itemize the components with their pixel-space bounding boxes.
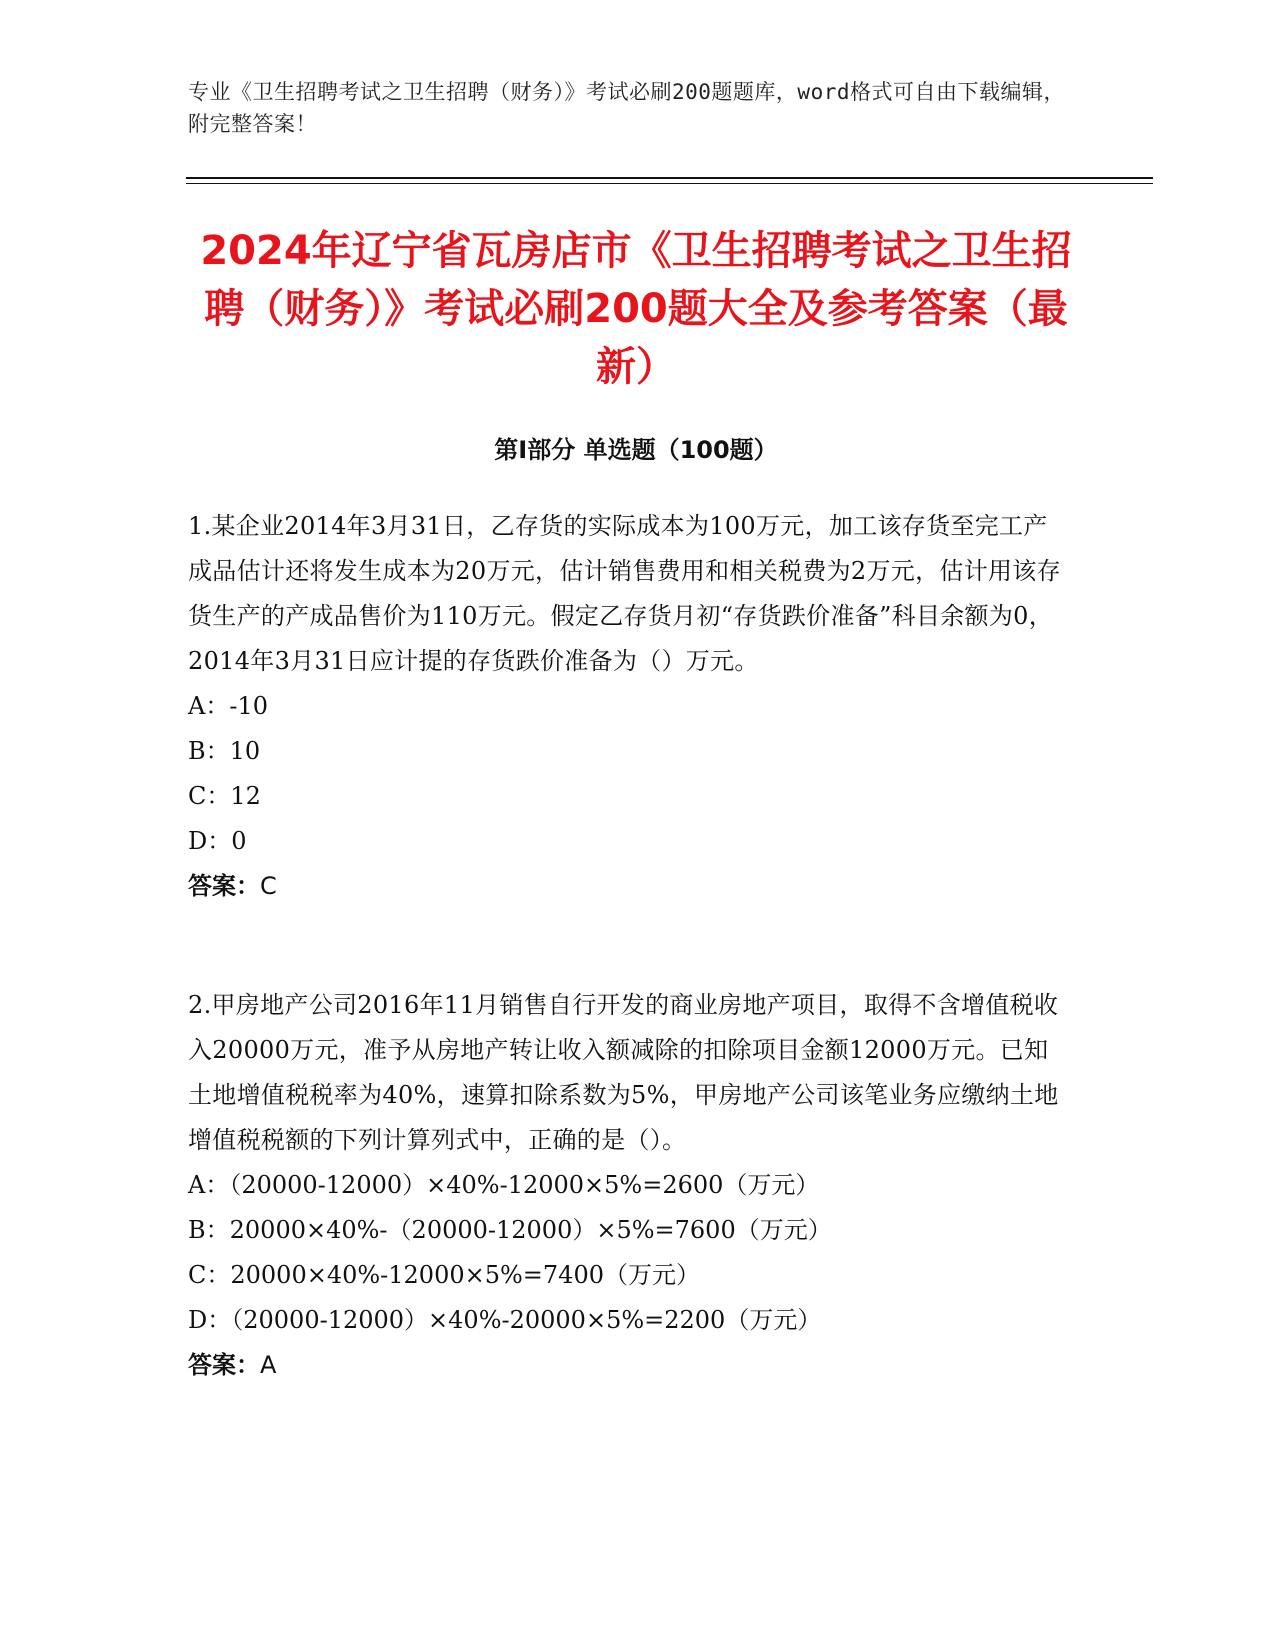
answer-line <box>188 864 1068 909</box>
header-note: 专业《卫生招聘考试之卫生招聘（财务）》考试必刷200题题库，word格式可自由下载编辑，附完整答案！ <box>188 80 1065 136</box>
option-a: A：-10 <box>188 692 268 720</box>
answer-line <box>188 1343 1068 1388</box>
document-title: 2024年辽宁省瓦房店市《卫生招聘考试之卫生招聘（财务）》考试必刷200题大全及参考答案（最新） <box>200 228 1072 390</box>
answer-label: 答案： <box>188 1351 260 1379</box>
answer-value: C <box>260 872 277 900</box>
option-c: C：20000×40%-12000×5%=7400（万元） <box>188 1261 700 1289</box>
answer-label: 答案： <box>188 872 260 900</box>
question-2 <box>188 983 1068 1388</box>
header-divider-thick <box>186 177 1153 179</box>
question-stem: 2.甲房地产公司2016年11月销售自行开发的商业房地产项目，取得不含增值税收入20000万元，准予从房地产转让收入额减除的扣除项目金额12000万元。已知土地增值税税率为40%，速算扣除系数为5%，甲房地产公司该笔业务应缴纳土地增值税税额的下列计算列式中，正确的是（）。 <box>188 991 1059 1154</box>
option-a: A：（20000-12000）×40%-12000×5%=2600（万元） <box>188 1171 820 1199</box>
option-c: C：12 <box>188 782 261 810</box>
section-heading: 第Ⅰ部分 单选题（100题） <box>494 436 778 464</box>
option-b: B：20000×40%-（20000-12000）×5%=7600（万元） <box>188 1216 832 1244</box>
header-divider-thin <box>186 183 1153 184</box>
question-1 <box>188 504 1068 909</box>
option-d: D：（20000-12000）×40%-20000×5%=2200（万元） <box>188 1306 822 1334</box>
option-d: D：0 <box>188 827 247 855</box>
answer-value: A <box>260 1351 277 1379</box>
option-b: B：10 <box>188 737 261 765</box>
question-stem: 1.某企业2014年3月31日，乙存货的实际成本为100万元，加工该存货至完工产成品估计还将发生成本为20万元，估计销售费用和相关税费为2万元，估计用该存货生产的产成品售价为110万元。假定乙存货月初“存货跌价准备”科目余额为0，2014年3月31日应计提的存货跌价准备为（）万元。 <box>188 512 1061 675</box>
